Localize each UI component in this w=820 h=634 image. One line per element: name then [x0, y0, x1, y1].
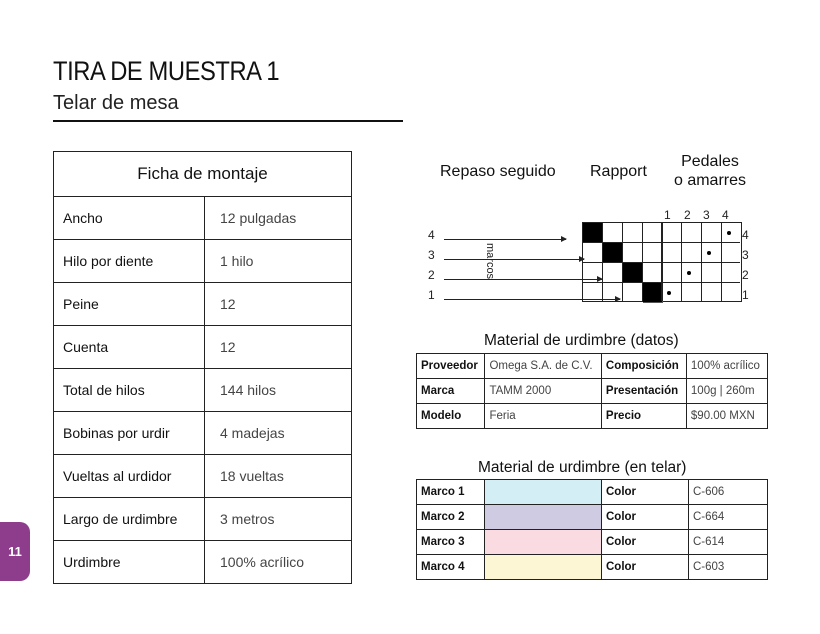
color-swatch [485, 555, 602, 580]
ficha-header: Ficha de montaje [54, 152, 352, 197]
title-divider [53, 120, 403, 122]
color-code: C-606 [689, 480, 768, 505]
ficha-label: Hilo por diente [54, 240, 205, 283]
ficha-value: 100% acrílico [205, 541, 352, 584]
ficha-label: Ancho [54, 197, 205, 240]
datos-value: 100% acrílico [686, 354, 767, 379]
datos-label: Modelo [417, 404, 485, 429]
table-row [54, 240, 352, 283]
ficha-de-montaje-table [53, 151, 352, 584]
marco-label: Marco 4 [417, 555, 485, 580]
threading-cell [643, 283, 663, 303]
marco-label: Marco 2 [417, 505, 485, 530]
ficha-value: 144 hilos [205, 369, 352, 412]
datos-value: Feria [485, 404, 601, 429]
draft-grid [582, 222, 742, 302]
pedal-number: 4 [722, 208, 729, 222]
ficha-label: Vueltas al urdidor [54, 455, 205, 498]
rapport-label: Rapport [590, 163, 647, 180]
ficha-value: 4 madejas [205, 412, 352, 455]
color-label: Color [602, 505, 689, 530]
color-code: C-664 [689, 505, 768, 530]
color-swatch [485, 480, 602, 505]
table-row [54, 498, 352, 541]
table-row [54, 541, 352, 584]
datos-value: Omega S.A. de C.V. [485, 354, 601, 379]
frame-number-left: 2 [428, 268, 435, 282]
datos-value: $90.00 MXN [686, 404, 767, 429]
page-number-tab [0, 522, 30, 581]
ficha-value: 18 vueltas [205, 455, 352, 498]
color-code: C-614 [689, 530, 768, 555]
ficha-label: Largo de urdimbre [54, 498, 205, 541]
frame-number-right: 3 [742, 248, 749, 262]
table-row [54, 455, 352, 498]
datos-value: 100g | 260m [686, 379, 767, 404]
pedales-label-line1: Pedales [681, 153, 739, 170]
datos-label: Proveedor [417, 354, 485, 379]
marco-label: Marco 3 [417, 530, 485, 555]
pedal-number: 1 [664, 208, 671, 222]
table-row [417, 354, 768, 379]
frame-number-left: 4 [428, 228, 435, 242]
threading-draft-diagram [428, 205, 758, 310]
repaso-seguido-label: Repaso seguido [440, 163, 556, 180]
ficha-label: Total de hilos [54, 369, 205, 412]
arrow [444, 239, 566, 240]
table-row [54, 369, 352, 412]
frame-number-right: 2 [742, 268, 749, 282]
material-telar-table [416, 479, 768, 580]
datos-title: Material de urdimbre (datos) [484, 332, 679, 349]
ficha-value: 12 [205, 326, 352, 369]
ficha-value: 1 hilo [205, 240, 352, 283]
tie-up-dot [667, 291, 671, 295]
pedal-number: 3 [703, 208, 710, 222]
threading-cell [623, 263, 643, 283]
marcos-label: marcos [484, 243, 496, 280]
table-row [417, 480, 768, 505]
telar-title: Material de urdimbre (en telar) [478, 459, 687, 476]
threading-cell [583, 223, 603, 243]
tie-up-dot [687, 271, 691, 275]
ficha-label: Peine [54, 283, 205, 326]
table-row [417, 505, 768, 530]
pedales-label-line2: o amarres [673, 172, 747, 189]
arrow [444, 259, 584, 260]
tie-up-dot [727, 231, 731, 235]
ficha-label: Cuenta [54, 326, 205, 369]
ficha-label: Bobinas por urdir [54, 412, 205, 455]
threading-cell [603, 243, 623, 263]
table-row [417, 404, 768, 429]
ficha-value: 12 [205, 283, 352, 326]
page-number: 11 [8, 544, 22, 559]
datos-label: Precio [601, 404, 686, 429]
color-label: Color [602, 555, 689, 580]
frame-number-left: 3 [428, 248, 435, 262]
table-row [54, 283, 352, 326]
material-datos-table [416, 353, 768, 429]
table-row [54, 326, 352, 369]
color-swatch [485, 505, 602, 530]
color-swatch [485, 530, 602, 555]
marco-label: Marco 1 [417, 480, 485, 505]
datos-label: Presentación [601, 379, 686, 404]
ficha-label: Urdimbre [54, 541, 205, 584]
frame-number-left: 1 [428, 288, 435, 302]
ficha-value: 12 pulgadas [205, 197, 352, 240]
table-row [54, 197, 352, 240]
arrow [444, 279, 602, 280]
frame-number-right: 1 [742, 288, 749, 302]
table-row [417, 555, 768, 580]
color-label: Color [602, 480, 689, 505]
ficha-value: 3 metros [205, 498, 352, 541]
datos-label: Marca [417, 379, 485, 404]
table-row [417, 530, 768, 555]
datos-label: Composición [601, 354, 686, 379]
tie-up-dot [707, 251, 711, 255]
color-label: Color [602, 530, 689, 555]
table-row [54, 412, 352, 455]
color-code: C-603 [689, 555, 768, 580]
pedal-number: 2 [684, 208, 691, 222]
datos-value: TAMM 2000 [485, 379, 601, 404]
frame-number-right: 4 [742, 228, 749, 242]
page-subtitle: Telar de mesa [53, 92, 179, 114]
table-row [417, 379, 768, 404]
page-title: TIRA DE MUESTRA 1 [53, 56, 280, 86]
pedales-label [670, 152, 750, 190]
